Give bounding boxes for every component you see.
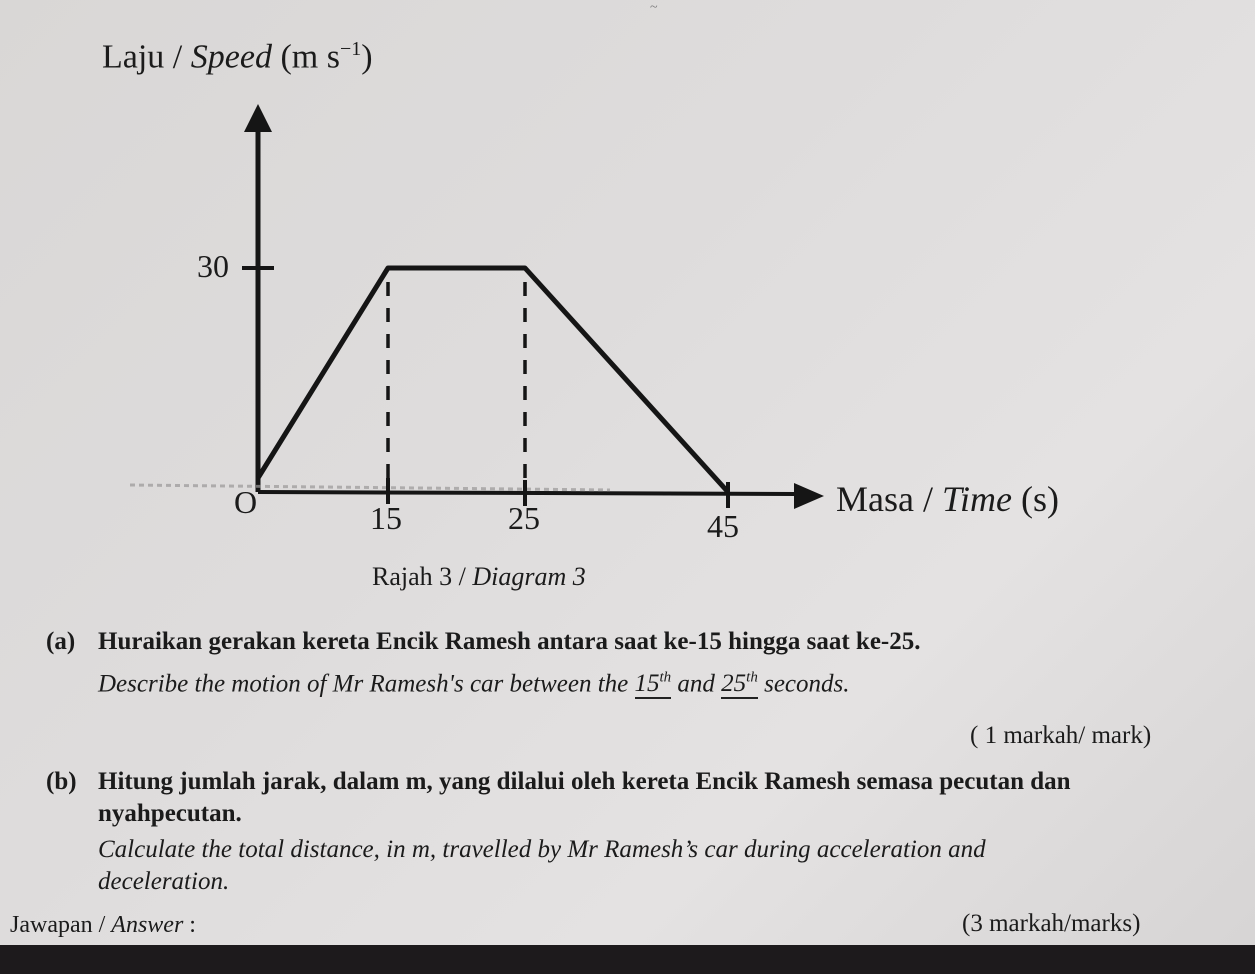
question-a-marks: ( 1 markah/ mark): [970, 722, 1152, 749]
question-b-marks: (3 markah/marks): [962, 910, 1141, 937]
y-axis-label: [102, 38, 373, 76]
origin-label: O: [234, 484, 258, 520]
caption-english: Diagram 3: [472, 562, 586, 591]
x-tick-label-45: 45: [707, 508, 739, 544]
y-axis-label-english: Speed: [190, 38, 272, 76]
y-axis-arrow: [244, 104, 272, 132]
x-axis-unit: (s): [1021, 479, 1059, 519]
diagram-caption: [372, 562, 586, 592]
time-25-suffix: th: [746, 670, 758, 686]
question-a-english-end: seconds.: [757, 670, 850, 698]
question-a-malay: Huraikan gerakan kereta Encik Ramesh antara saat ke-15 hingga saat ke-25.: [98, 628, 921, 655]
time-15-suffix: th: [659, 670, 672, 686]
y-tick-label-30: 30: [197, 248, 229, 284]
y-axis-unit: (m s: [280, 38, 340, 76]
question-b-label: (b): [46, 768, 77, 795]
question-b-english-line2: deceleration.: [98, 868, 230, 895]
question-b-malay-line1: Hitung jumlah jarak, dalam m, yang dilalui oleh kereta Encik Ramesh semasa pecutan dan: [98, 768, 1071, 795]
question-a-time-15: [635, 670, 672, 699]
question-a-english: [98, 670, 850, 698]
question-a-english-text: Describe the motion of Mr Ramesh's car between the: [98, 670, 635, 698]
question-b-malay-line2: nyahpecutan.: [98, 800, 242, 827]
y-axis-label-malay: Laju /: [102, 38, 191, 76]
monitor-bezel: [0, 945, 1255, 974]
time-25-value: 25: [721, 670, 747, 698]
question-a-and: and: [671, 670, 722, 698]
x-axis-label-english: Time: [941, 479, 1012, 519]
baseline-smudge: [130, 485, 610, 490]
x-tick-label-15: 15: [370, 500, 402, 536]
question-a-time-25: [721, 670, 758, 699]
answer-label: [10, 912, 196, 939]
speed-time-line: [258, 268, 728, 492]
answer-label-malay: Jawapan /: [10, 912, 112, 938]
x-axis-label-malay: Masa /: [836, 479, 942, 519]
y-axis-unit-close: ): [361, 38, 373, 76]
time-15-value: 15: [634, 670, 660, 698]
caption-malay: Rajah 3 /: [372, 562, 473, 591]
answer-label-english: Answer: [111, 912, 184, 938]
pen-mark: ~: [650, 0, 658, 15]
x-axis-label: [836, 478, 1059, 520]
x-axis-arrow: [794, 483, 824, 509]
question-a-label: (a): [46, 628, 76, 655]
question-b-english-line1: Calculate the total distance, in m, travelled by Mr Ramesh’s car during acceleration and: [98, 836, 986, 863]
answer-label-colon: :: [183, 912, 196, 938]
y-axis-unit-exponent: −1: [339, 38, 362, 60]
x-tick-label-25: 25: [508, 500, 540, 536]
